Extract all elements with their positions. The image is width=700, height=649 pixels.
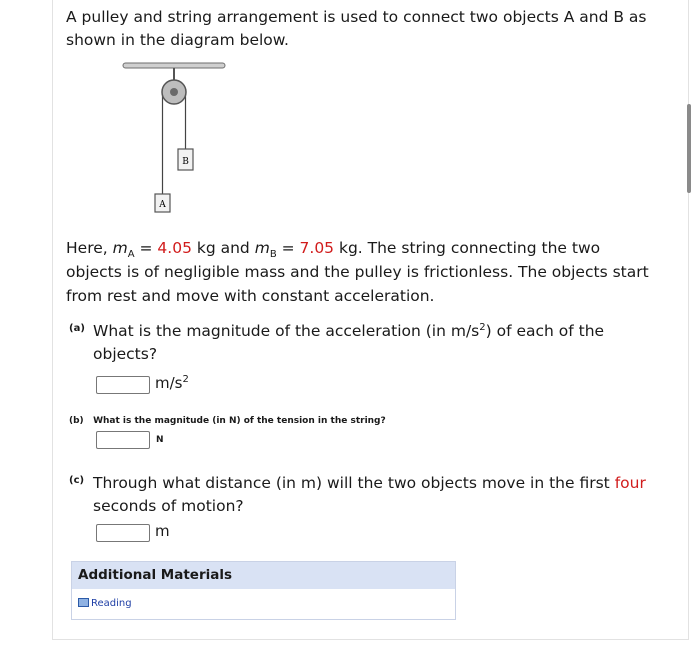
- given-line-2: objects is of negligible mass and the pulley is frictionless. The objects start: [66, 263, 649, 281]
- mass-a-value: 4.05: [157, 239, 192, 257]
- block-a-label: A: [159, 200, 166, 210]
- mass-b-value: 7.05: [299, 239, 335, 257]
- scrollbar-thumb[interactable]: [687, 104, 691, 193]
- pulley-diagram: [113, 52, 233, 222]
- answer-b-unit: N: [156, 435, 164, 445]
- given-line-3: from rest and move with constant acceleration.: [66, 287, 435, 305]
- pulley-hub: [170, 88, 178, 96]
- question-a-text: What is the magnitude of the acceleration (in $m/s^2$) of each of the objects?: [93, 321, 605, 363]
- answer-a-unit: $m/s^2$: [155, 374, 189, 392]
- reading-link[interactable]: [78, 598, 132, 609]
- question-a-label: (a): [69, 323, 85, 334]
- reading-label: Reading: [91, 598, 132, 609]
- answer-b-input[interactable]: [96, 431, 150, 449]
- given-line-1: Here, $m_A = 4.05$ kg and $m_B = 7.05$ kg. The string connecting the two: [66, 239, 601, 261]
- highlight-four: four: [614, 474, 646, 492]
- problem-intro: [66, 6, 676, 52]
- question-c-text: Through what distance (in m) will the two objects move in the first four seconds of motion?: [93, 474, 646, 515]
- answer-c-unit: m: [155, 522, 170, 540]
- intro-line-1: A pulley and string arrangement is used to connect two objects A and B as: [66, 8, 647, 26]
- block-b-label: B: [182, 157, 189, 167]
- ceiling-bar: [123, 63, 225, 68]
- answer-a-input[interactable]: [96, 376, 150, 394]
- additional-materials: [71, 561, 456, 620]
- question-c-label: (c): [69, 475, 85, 486]
- answer-c-input[interactable]: [96, 524, 150, 542]
- question-b-text: (b) What is the magnitude (in N) of the tension in the string?: [69, 416, 386, 426]
- given-values: [66, 236, 678, 308]
- book-icon: [78, 598, 89, 607]
- intro-line-2: shown in the diagram below.: [66, 31, 289, 49]
- materials-header: Additional Materials: [72, 562, 455, 589]
- problem-card: [52, 0, 689, 640]
